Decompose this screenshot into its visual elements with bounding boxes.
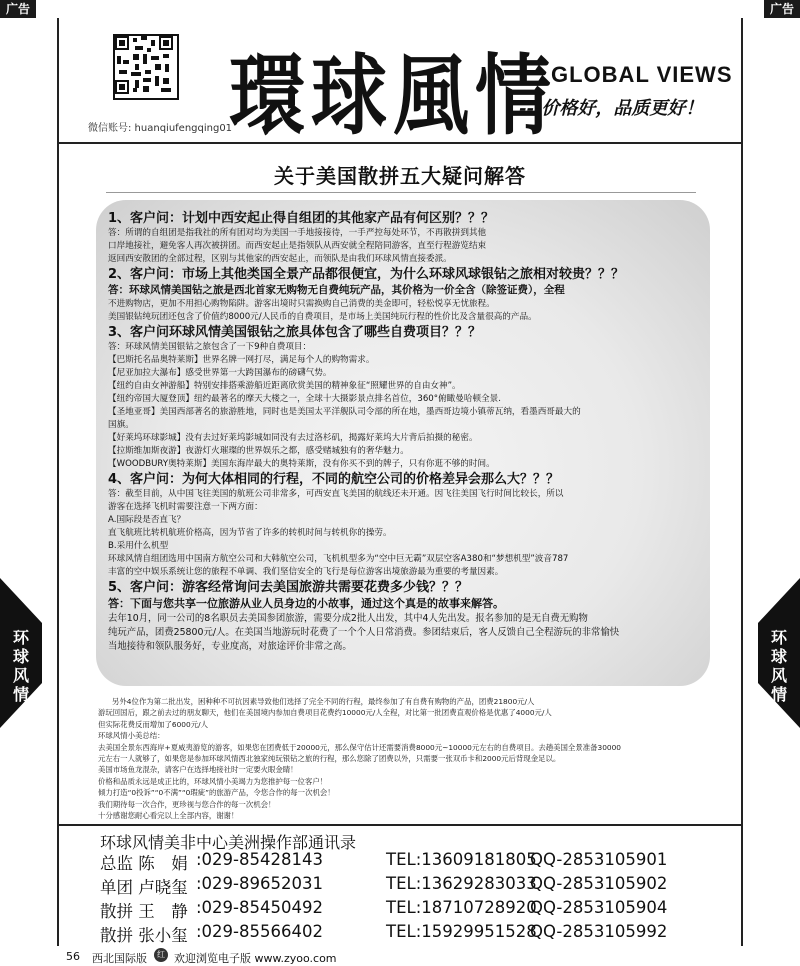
contact-row: [100, 922, 700, 946]
contact-divider: [57, 824, 743, 826]
contact-mobile: TEL:13609181805: [386, 850, 537, 869]
summary-line: 元左右一人就够了，如果您是参加环球风情西北独家纯玩银钻之旅的行程，那么您除了团费以外，只需要一张双币卡和2000元后背现金足以。: [98, 754, 561, 764]
contact-name: 总监 陈 娟: [100, 854, 188, 873]
contact-row: [100, 898, 700, 922]
answer-line: 去年10月，同一公司的8名职员去美国参团旅游，需要分成2批人出发，其中4人先出发。报名参加的是无自费无购物: [108, 613, 588, 624]
answer-line: 国旗。: [108, 420, 134, 430]
wechat-id-label: 微信账号: huanqiufengqing01: [88, 123, 233, 134]
contact-qq: QQ-2853105992: [530, 922, 668, 941]
summary-line: 倾力打造“0投诉”“0不满”“0瑕疵”的旅游产品，令您合作的每一次机会！: [98, 788, 335, 798]
answer-line: 【巴斯托名品奥特莱斯】世界名牌一网打尽，满足每个人的购物需求。: [108, 355, 375, 365]
ad-tag-left: 广告: [0, 0, 36, 18]
answer-line: 当地接待和领队服务好，专业度高，对旅途评价非常之高。: [108, 641, 352, 652]
answer-line: A.国际段是否直飞？: [108, 515, 186, 525]
answer-line: 【圣地亚哥】美国西部著名的旅游胜地，同时也是美国太平洋舰队司令部的所在地，墨西哥边境小镇蒂瓦纳，看墨西哥最大的: [108, 407, 581, 417]
answer-line: 直飞航班比转机航班价格高，因为节省了许多的转机时间与转机你的操劳。: [108, 528, 392, 538]
contacts-list: [100, 850, 700, 946]
edition-label: 西北国际版: [92, 952, 147, 965]
title-divider: [106, 192, 696, 193]
top-bar: [0, 0, 800, 18]
contact-mobile: TEL:18710728920: [386, 898, 537, 917]
contacts-title: 环球风情美非中心美洲操作部通讯录: [100, 833, 357, 852]
contact-mobile: TEL:15929951528: [386, 922, 537, 941]
answer-line: B.采用什么机型: [108, 541, 169, 551]
summary-block: [98, 696, 710, 821]
contact-name: 散拼 张小玺: [100, 926, 188, 945]
answer-line: 【拉斯维加斯夜游】夜游灯火璀璨的世界娱乐之都，感受赌城独有的奢华魅力。: [108, 446, 409, 456]
qa-content: [108, 210, 700, 654]
summary-line: 我们期待每一次合作，更珍视与您合作的每一次机会！: [98, 799, 276, 809]
answer-line: 【WOODBURY奥特莱斯】美国东海岸最大的奥特莱斯，没有你买不到的牌子，只有你逛不够的时间。: [108, 459, 495, 469]
summary-line: 价格和品质永远是成正比的，环球风情小美竭力为您推护每一位客户！: [98, 776, 328, 786]
contact-row: [100, 850, 700, 874]
slogan: ---价格好，品质更好！: [519, 98, 704, 119]
answer-line: 答：所谓的自组团是指我社的所有团对均为美国一手地接接待，一手严控每处环节，不再散拼到其他: [108, 228, 487, 238]
summary-line: 另外4位作为第二批出发，困种种不可抗因素导致他们选择了完全不同的行程，最终参加了有自费有购物的产品，团费21800元/人: [112, 697, 535, 706]
contact-name: 散拼 王 静: [100, 902, 188, 921]
answer-line: 答：环球风情美国钻之旅是西北首家无购物无自费纯玩产品，其价格为一价全含（除签证费），全程: [108, 284, 565, 296]
summary-line: 环球风情小美总结：: [98, 731, 165, 741]
contact-qq: QQ-2853105904: [530, 898, 668, 917]
page-footer: [0, 946, 800, 965]
summary-line: 去美国全景东西海岸+夏威夷游览的游客，如果您在团费低于20000元，那么保守估计还需要消费8000元~10000元左右的自费项目。去趟美国全景准备30000: [98, 742, 621, 752]
answer-line: 答：下面与您共享一位旅游从业人员身边的小故事，通过这个真是的故事来解答。: [108, 597, 504, 610]
contact-mobile: TEL:13629283033: [386, 874, 537, 893]
answer-line: 【尼亚加拉大瀑布】感受世界第一大跨国瀑布的磅礴气势。: [108, 368, 332, 378]
summary-line: 游玩回国后，跟之前去过的朋友聊天，他们在美国境内参加自费项目花费约10000元/人全程，对比第一批团费直观价格是优惠了4000元/人: [98, 708, 552, 718]
question-1: 1、客户问：计划中西安起止得自组团的其他家产品有何区别？？？: [108, 211, 495, 226]
contact-qq: QQ-2853105902: [530, 874, 668, 893]
side-label-left: 环 球 风 情: [12, 628, 29, 704]
contact-phone: :029-85566402: [196, 922, 323, 941]
contact-row: [100, 874, 700, 898]
ad-tag-right: 广告: [764, 0, 800, 18]
answer-line: 答：截至目前，从中国飞往美国的航班公司非常多，可西安直飞美国的航线还未开通。因飞往美国飞行时间比较长，所以: [108, 489, 564, 499]
answer-line: 不进购物店，更加不用担心购物陷阱。游客出境时只需换购自己消费的美金即可，轻松悦享无忧旅程。: [108, 299, 495, 309]
side-label-right: 环 球 风 情: [770, 628, 787, 704]
answer-line: 答：环球风情美国银钻之旅包含了一下9种自费项目：: [108, 342, 312, 352]
contact-qq: QQ-2853105901: [530, 850, 668, 869]
contact-phone: :029-89652031: [196, 874, 323, 893]
welcome-link[interactable]: 欢迎浏览电子版 www.zyoo.com: [174, 952, 337, 965]
contact-phone: :029-85428143: [196, 850, 323, 869]
answer-line: 纯玩产品，团费25800元/人。在美国当地游玩时花费了一个个人日常消费。参团结束后，客人反馈自己全程游玩的非常愉快: [108, 627, 620, 638]
answer-line: 美国银钻纯玩团还包含了价值约8000元/人民币的自费项目，是市场上美国纯玩行程的性价比及含量很高的产品。: [108, 312, 537, 322]
brand-logo: 環球風情: [229, 44, 557, 147]
question-5: 5、客户问：游客经常询问去美国旅游共需要花费多少钱？？？: [108, 580, 469, 595]
masthead: [57, 18, 743, 147]
qr-code-graphic: [115, 36, 173, 94]
contact-phone: :029-85450492: [196, 898, 323, 917]
summary-line: 但实际花费反而增加了6000元/人: [98, 719, 208, 729]
answer-line: 丰富的空中娱乐系统让您的旅程不单调、我们坚信安全的飞行是每位游客出境旅游最为重要的考量因素。: [108, 567, 504, 577]
answer-line: 环球风情自组团选用中国南方航空公司和大韩航空公司，飞机机型多为“空中巨无霸”双层空客A380和“梦想机型”波音787: [108, 554, 569, 564]
answer-line: 【纽约自由女神游船】特别安排搭乘游船近距离欣赏美国的精神象征“照耀世界的自由女神”。: [108, 381, 461, 391]
answer-line: 【纽约帝国大厦登顶】纽约最著名的摩天大楼之一，全球十大摄影景点排名首位，360°俯瞰曼哈顿全景.: [108, 394, 501, 404]
page-number: 56: [66, 950, 80, 963]
contact-name: 单团 卢晓玺: [100, 878, 188, 897]
summary-line: 十分感谢您耐心看完以上全部内容，谢谢！: [98, 811, 239, 821]
summary-line: 美国市场鱼龙混杂，请客户在选择地接社时一定要火眼金睛！: [98, 765, 298, 775]
circle-badge-icon: 红: [154, 948, 168, 962]
qr-code-icon: [113, 34, 179, 100]
question-3: 3、客户问环球风情美国银钻之旅具体包含了哪些自费项目？？？: [108, 325, 482, 340]
question-4: 4、客户问：为何大体相同的行程，不同的航空公司的价格差异会那么大？？？: [108, 472, 560, 487]
answer-line: 游客在选择飞机时需要注意一下两方面：: [108, 502, 263, 512]
answer-line: 返回西安散团的全部过程，区别与其他家的西安起止，而领队是由我们环球风情直接委派。: [108, 254, 452, 264]
page-title: 关于美国散拼五大疑问解答: [274, 164, 526, 188]
question-2: 2、客户问：市场上其他类国全景产品都很便宜，为什么环球风球银钻之旅相对较贵？？？: [108, 267, 625, 282]
global-views-label: GLOBAL VIEWS: [551, 62, 733, 87]
answer-line: 【好莱坞环球影城】没有去过好莱坞影城如同没有去过洛杉矶，揭露好莱坞大片背后拍摄的秘密。: [108, 433, 478, 443]
answer-line: 口岸地接社，避免客人再次被拼团。而西安起止是指领队从西安就全程陪同游客，直至行程游览结束: [108, 241, 487, 251]
